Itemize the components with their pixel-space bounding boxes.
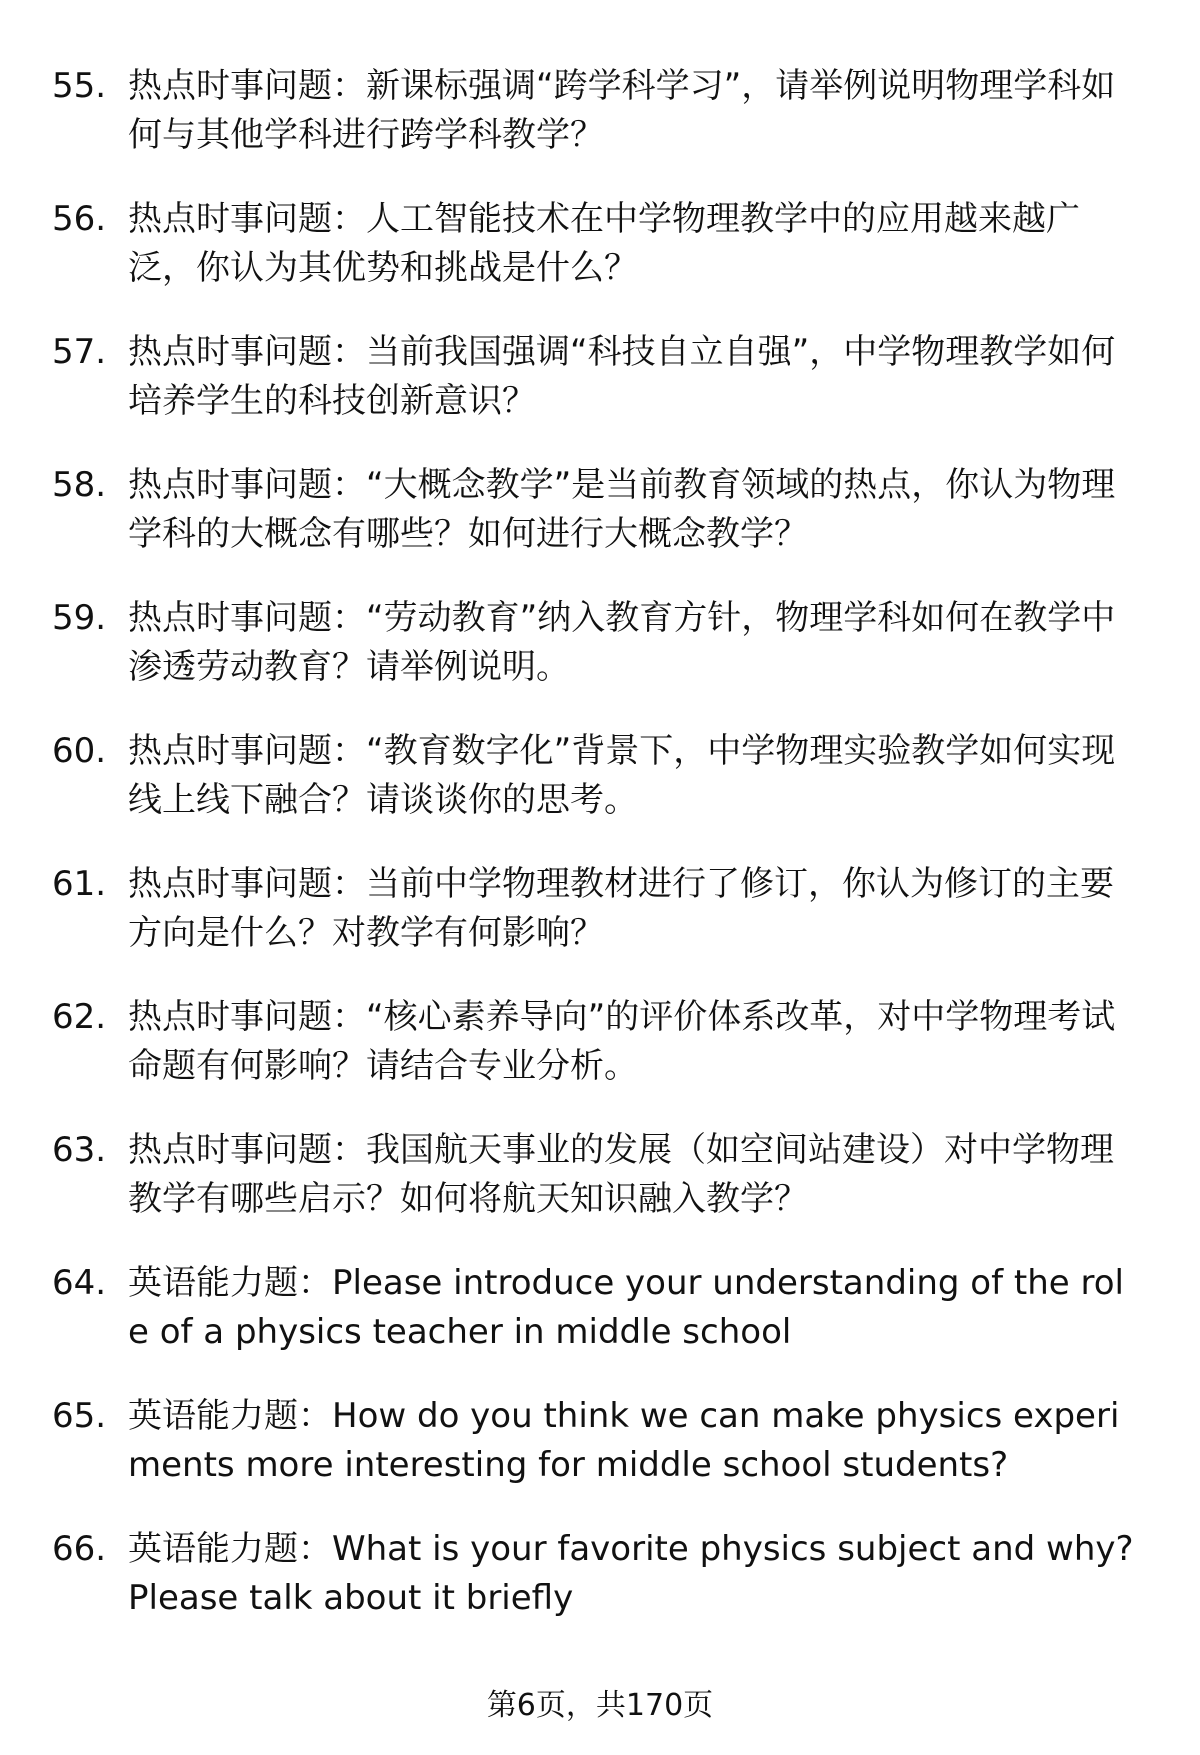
question-item bbox=[52, 461, 1152, 594]
question-number: 61. bbox=[52, 864, 107, 904]
question-number: 55. bbox=[52, 66, 107, 106]
question-number: 66. bbox=[52, 1529, 107, 1569]
question-number: 63. bbox=[52, 1130, 107, 1170]
question-item bbox=[52, 993, 1152, 1126]
question-item bbox=[52, 62, 1152, 195]
question-number: 64. bbox=[52, 1263, 107, 1303]
question-text: 热点时事问题：“劳动教育”纳入教育方针，物理学科如何在教学中渗透劳动教育？请举例说明。 bbox=[128, 598, 1116, 687]
question-item bbox=[52, 1259, 1152, 1392]
question-item bbox=[52, 727, 1152, 860]
page-footer bbox=[0, 1680, 1200, 1724]
question-text: 热点时事问题：当前我国强调“科技自立自强”，中学物理教学如何培养学生的科技创新意识？ bbox=[128, 332, 1116, 421]
question-item bbox=[52, 1392, 1152, 1525]
question-item bbox=[52, 195, 1152, 328]
question-number: 56. bbox=[52, 199, 107, 239]
question-text: 热点时事问题：新课标强调“跨学科学习”，请举例说明物理学科如何与其他学科进行跨学科教学？ bbox=[128, 66, 1116, 155]
question-text: 英语能力题：How do you think we can make physics experiments more interesting for middle school students? bbox=[128, 1396, 1120, 1485]
page-indicator: 第6页，共170页 bbox=[486, 1688, 714, 1723]
question-text: 热点时事问题：“核心素养导向”的评价体系改革，对中学物理考试命题有何影响？请结合专业分析。 bbox=[128, 997, 1116, 1086]
question-number: 62. bbox=[52, 997, 107, 1037]
question-item bbox=[52, 328, 1152, 461]
question-number: 60. bbox=[52, 731, 107, 771]
question-text: 英语能力题：Please introduce your understanding of the role of a physics teacher in middle school bbox=[128, 1263, 1124, 1352]
question-item bbox=[52, 1525, 1152, 1658]
question-list bbox=[52, 62, 1152, 1658]
question-number: 58. bbox=[52, 465, 107, 505]
question-text: 英语能力题：What is your favorite physics subject and why? Please talk about it briefly bbox=[128, 1529, 1134, 1618]
question-number: 65. bbox=[52, 1396, 107, 1436]
question-number: 57. bbox=[52, 332, 107, 372]
question-text: 热点时事问题：“教育数字化”背景下，中学物理实验教学如何实现线上线下融合？请谈谈你的思考。 bbox=[128, 731, 1116, 820]
question-text: 热点时事问题：当前中学物理教材进行了修订，你认为修订的主要方向是什么？对教学有何影响？ bbox=[128, 864, 1114, 953]
question-text: 热点时事问题：“大概念教学”是当前教育领域的热点，你认为物理学科的大概念有哪些？如何进行大概念教学？ bbox=[128, 465, 1116, 554]
question-text: 热点时事问题：人工智能技术在中学物理教学中的应用越来越广泛，你认为其优势和挑战是什么？ bbox=[128, 199, 1080, 288]
question-item bbox=[52, 594, 1152, 727]
question-item bbox=[52, 860, 1152, 993]
question-number: 59. bbox=[52, 598, 107, 638]
question-item bbox=[52, 1126, 1152, 1259]
question-text: 热点时事问题：我国航天事业的发展（如空间站建设）对中学物理教学有哪些启示？如何将航天知识融入教学？ bbox=[128, 1130, 1114, 1219]
